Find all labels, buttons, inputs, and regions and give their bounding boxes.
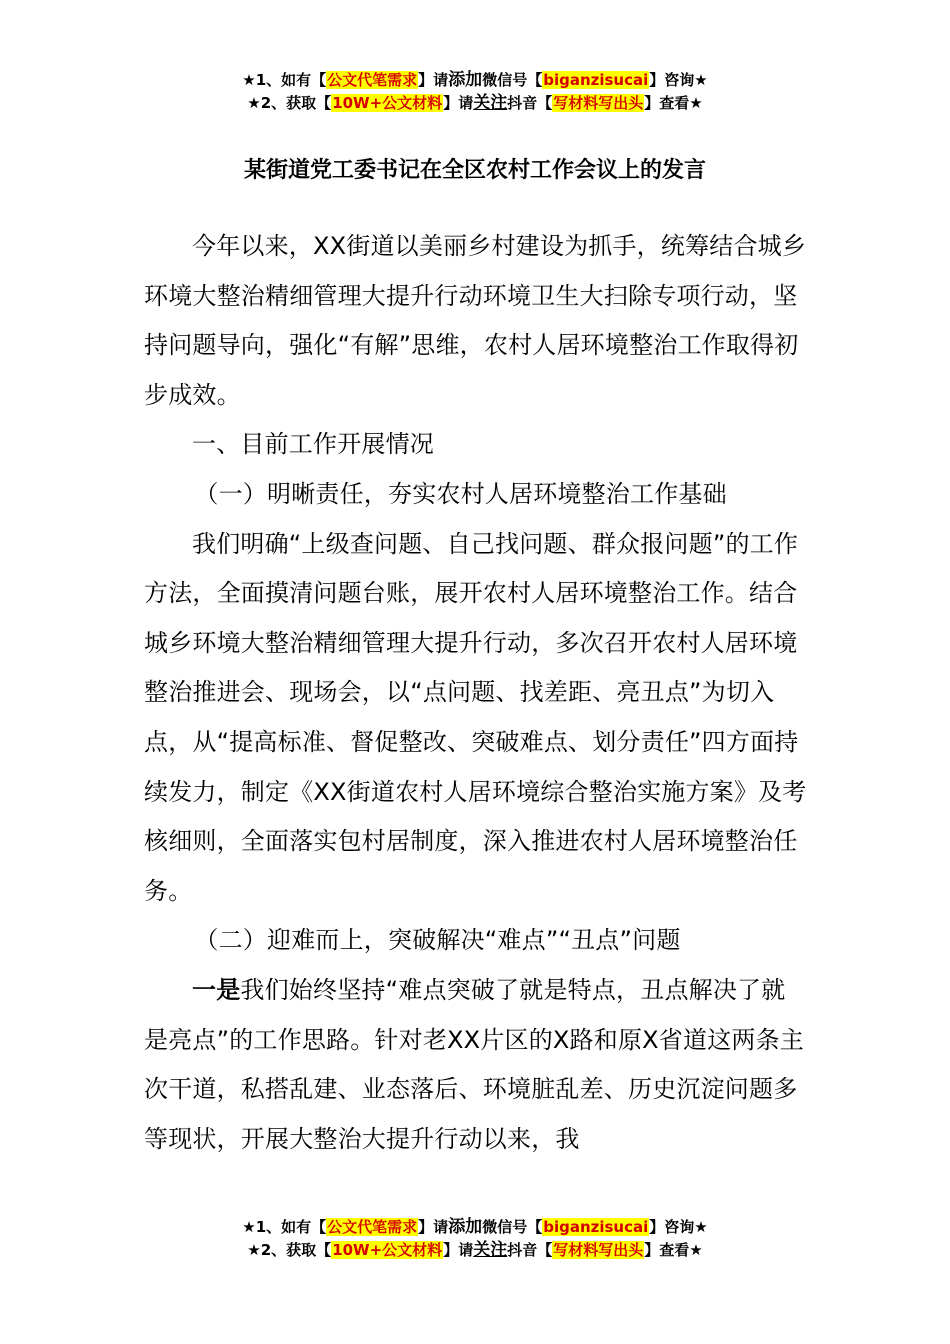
banner-wechat-id: biganzisucai (543, 1218, 649, 1236)
footer-banner (0, 1216, 950, 1262)
section-heading: 一、目前工作开展情况 (192, 430, 434, 459)
banner-line-1 (0, 69, 950, 92)
banner-wechat-id: biganzisucai (543, 71, 649, 89)
banner-emphasis: 添加 (448, 70, 483, 90)
banner-text: ★1、如有【 (242, 1218, 327, 1236)
paragraph: 我们明确“上级查问题、自己找问题、群众报问题”的工作方法，全面摸清问题台账，展开农村人居环境整治工作。结合城乡环境大整治精细管理大提升行动，多次召开农村人居环境整治推进会、现场会，以“点问题、找差距、亮丑点”为切入点，从“提高标准、督促整改、突破难点、划分责任”四方面持续发力，制定《XX街道农村人居环境综合整治实施方案》及考核细则，全面落实包村居制度，深入推进农村人居环境整治任务。 (144, 529, 807, 905)
banner-text: 】请 (418, 71, 449, 89)
banner-text: ★2、获取【 (247, 94, 332, 112)
banner-line-2 (0, 92, 950, 115)
banner-text: 】请 (443, 1241, 474, 1259)
document-title: 某街道党工委书记在全区农村工作会议上的发言 (243, 158, 706, 183)
paragraph: 今年以来，XX街道以美丽乡村建设为抓手，统筹结合城乡环境大整治精细管理大提升行动环境卫生大扫除专项行动，坚持问题导向，强化“有解”思维，农村人居环境整治工作取得初步成效。 (144, 232, 807, 409)
document-body (144, 222, 808, 1164)
paragraph-text: 我们始终坚持“难点突破了就是特点，丑点解决了就是亮点”的工作思路。针对老XX片区的X路和原X省道这两条主次干道，私搭乱建、业态落后、环境脏乱差、历史沉淀问题多等现状，开展大整治大提升行动以来，我 (144, 975, 804, 1153)
banner-douyin-account: 写材料写出头 (553, 94, 644, 112)
banner-text: 微信号【 (482, 1218, 543, 1236)
banner-text: ★2、获取【 (247, 1241, 332, 1259)
banner-highlight: 公文代笔需求 (327, 71, 418, 89)
banner-highlight: 10W+公文材料 (332, 1241, 443, 1259)
banner-line-2 (0, 1239, 950, 1262)
subsection-heading: （二）迎难而上，突破解决“难点”“丑点”问题 (194, 926, 681, 955)
banner-text: 】查看★ (644, 1241, 703, 1259)
banner-text: 微信号【 (482, 71, 543, 89)
banner-text: 】咨询★ (649, 1218, 708, 1236)
banner-emphasis: 添加 (448, 1217, 483, 1237)
banner-text: 】查看★ (644, 94, 703, 112)
banner-emphasis: 关注 (473, 1240, 508, 1260)
subsection-heading: （一）明晰责任，夯实农村人居环境整治工作基础 (194, 479, 727, 508)
banner-highlight: 公文代笔需求 (327, 1218, 418, 1236)
banner-emphasis: 关注 (473, 93, 508, 113)
paragraph-lead: 一是 (192, 975, 241, 1004)
banner-text: ★1、如有【 (242, 71, 327, 89)
banner-line-1 (0, 1216, 950, 1239)
banner-text: 】请 (418, 1218, 449, 1236)
header-banner (0, 69, 950, 115)
paragraph (144, 966, 808, 1164)
banner-highlight: 10W+公文材料 (332, 94, 443, 112)
banner-text: 抖音【 (507, 94, 553, 112)
banner-douyin-account: 写材料写出头 (553, 1241, 644, 1259)
banner-text: 抖音【 (507, 1241, 553, 1259)
banner-text: 】请 (443, 94, 474, 112)
banner-text: 】咨询★ (649, 71, 708, 89)
